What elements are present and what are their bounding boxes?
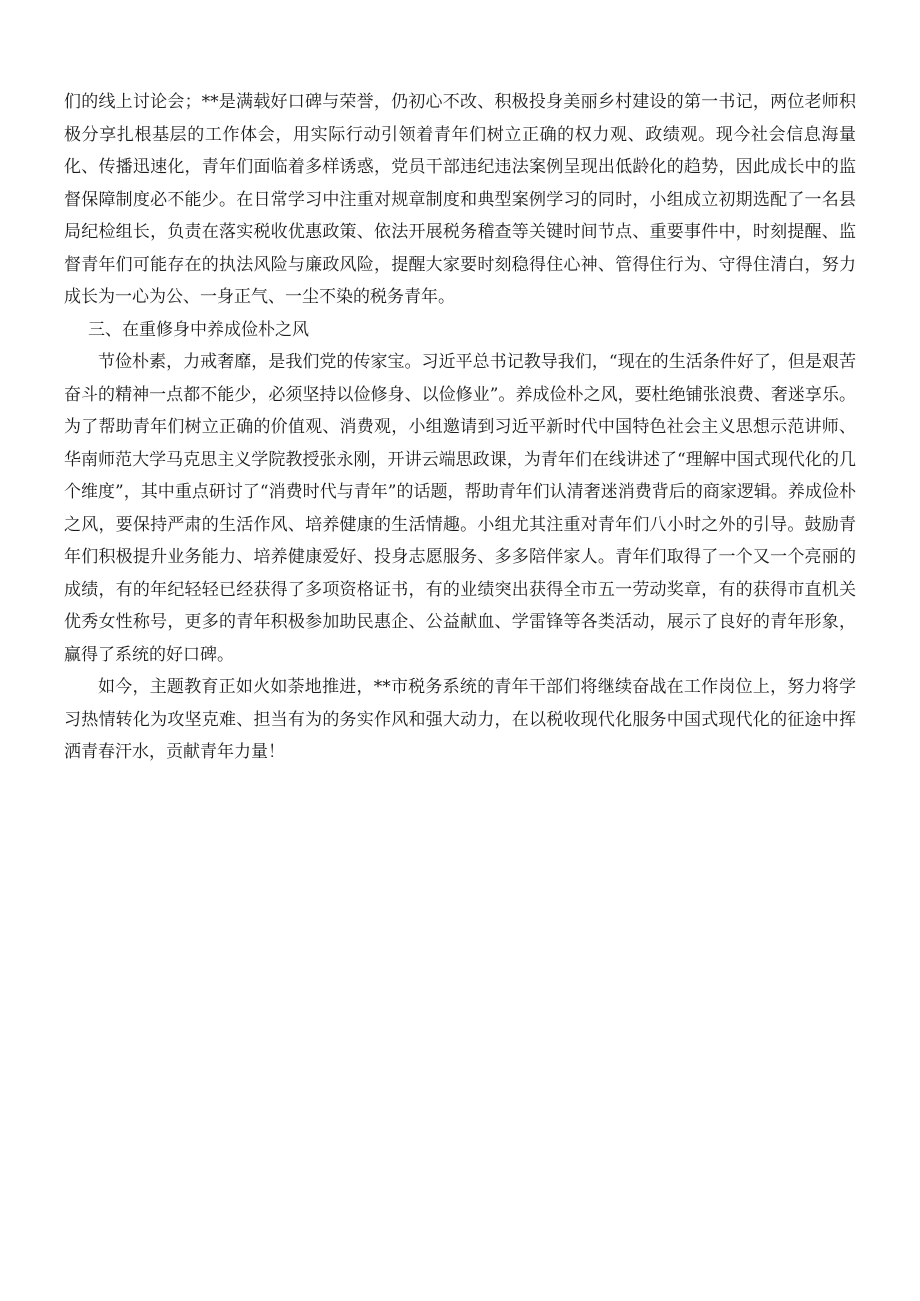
- paragraph-frugality: 节俭朴素，力戒奢靡，是我们党的传家宝。习近平总书记教导我们，“现在的生活条件好了，但是艰苦奋斗的精神一点都不能少，必须坚持以俭修身、以俭修业”。养成俭朴之风，要杜绝铺张浪费、奢迷享乐。为了帮助青年们树立正确的价值观、消费观，小组邀请到习近平新时代中国特色社会主义思想示范讲师、华南师范大学马克思主义学院教授张永刚，开讲云端思政课，为青年们在线讲述了“理解中国式现代化的几个维度”，其中重点研讨了“消费时代与青年”的话题，帮助青年们认清奢迷消费背后的商家逻辑。养成俭朴之风，要保持严肃的生活作风、培养健康的生活情趣。小组尤其注重对青年们八小时之外的引导。鼓励青年们积极提升业务能力、培养健康爱好、投身志愿服务、多多陪伴家人。青年们取得了一个又一个亮丽的成绩，有的年纪轻轻已经获得了多项资格证书，有的业绩突出获得全市五一劳动奖章，有的获得市直机关优秀女性称号，更多的青年积极参加助民惠企、公益献血、学雷锋等各类活动，展示了良好的青年形象，赢得了系统的好口碑。: [64, 352, 856, 665]
- document-body: [64, 86, 856, 769]
- paragraph-conclusion: 如今，主题教育正如火如荼地推进，**市税务系统的青年干部们将继续奋战在工作岗位上，努力将学习热情转化为攻坚克难、担当有为的务实作风和强大动力，在以税收现代化服务中国式现代化的征途中挥洒青春汗水，贡献青年力量！: [64, 677, 856, 762]
- paragraph-continuation: 们的线上讨论会；**是满载好口碑与荣誉，仍初心不改、积极投身美丽乡村建设的第一书记，两位老师积极分享扎根基层的工作体会，用实际行动引领着青年们树立正确的权力观、政绩观。现今社会信息海量化、传播迅速化，青年们面临着多样诱惑，党员干部违纪违法案例呈现出低龄化的趋势，因此成长中的监督保障制度必不能少。在日常学习中注重对规章制度和典型案例学习的同时，小组成立初期选配了一名县局纪检组长，负责在落实税收优惠政策、依法开展税务稽查等关键时间节点、重要事件中，时刻提醒、监督青年们可能存在的执法风险与廉政风险，提醒大家要时刻稳得住心神、管得住行为、守得住清白，努力成长为一心为公、一身正气、一尘不染的税务青年。: [64, 92, 856, 307]
- section-heading: 三、在重修身中养成俭朴之风: [88, 319, 309, 340]
